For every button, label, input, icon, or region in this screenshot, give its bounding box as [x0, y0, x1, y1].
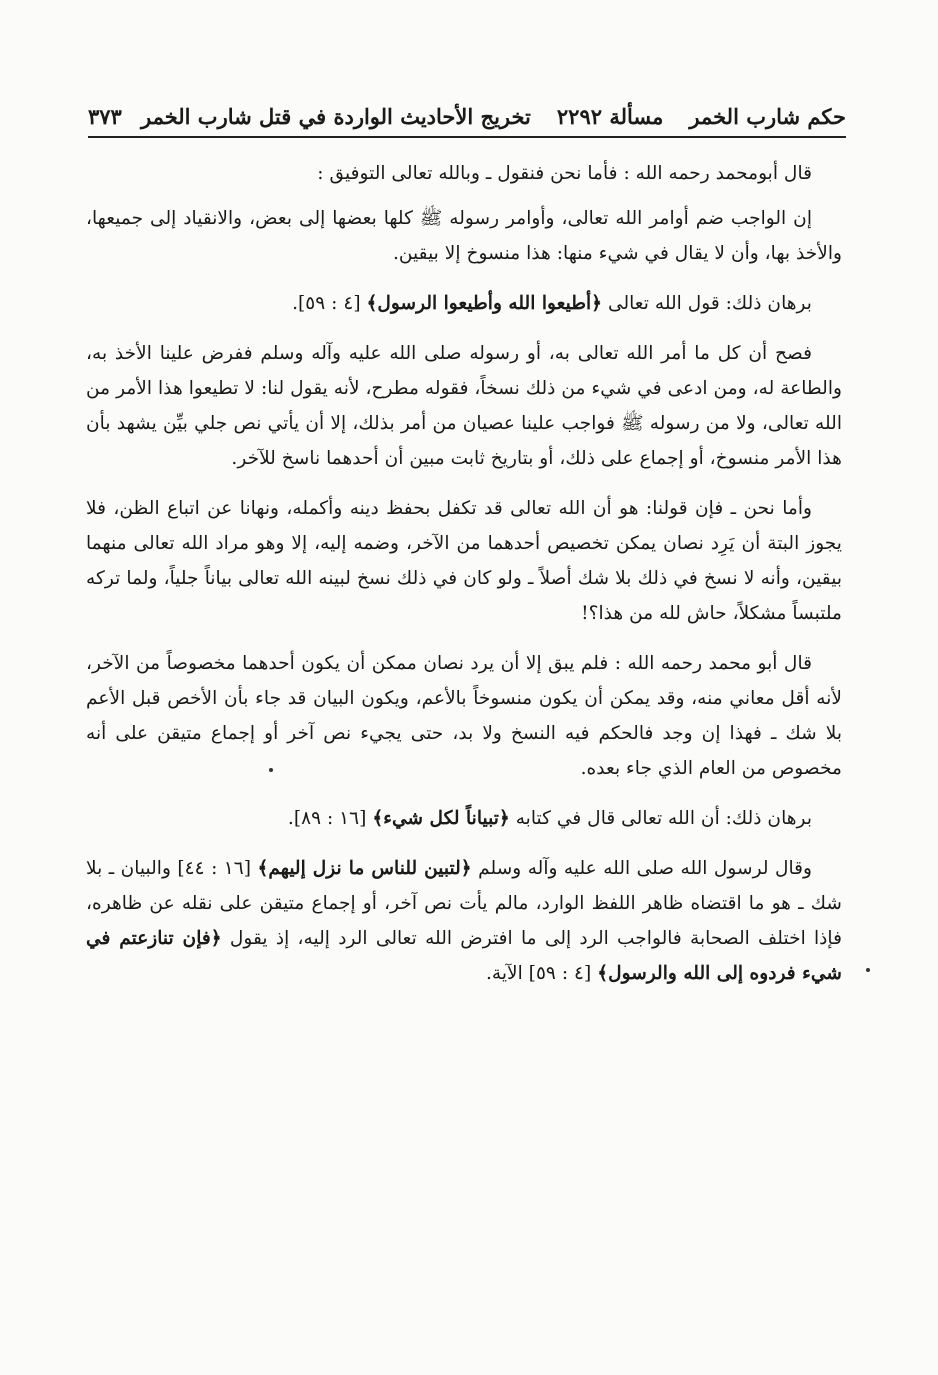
- paragraph-8: [86, 851, 842, 991]
- running-header: [88, 96, 846, 136]
- paragraph-7-intro: برهان ذلك: أن الله تعالى قال في كتابه: [509, 808, 812, 829]
- paragraph-5: وأما نحن ـ فإن قولنا: هو أن الله تعالى قد تكفل بحفظ دينه وأكمله، ونهانا عن اتباع الظن، فلا يجوز البتة أن يَرِد نصان يمكن تخصيص أحدهما من الآخر، وضمه إليه، إلا وهو مراد الله تعالى منهما بيقين، وأنه لا نسخ في ذلك بلا شك أصلاً ـ ولو كان في ذلك نسخ لبينه الله تعالى بياناً جلياً، ولما تركه ملتبساً مشكلاً، حاش لله من هذا؟!: [86, 498, 842, 624]
- header-chapter: تخريج الأحاديث الواردة في قتل شارب الخمر: [140, 103, 531, 129]
- quran-quote-4: ﴿فإن تنازعتم في شيء فردوه إلى الله والرسول﴾: [86, 928, 842, 984]
- citation-1: [٤ : ٥٩].: [292, 293, 367, 314]
- quran-quote-1: ﴿أطيعوا الله وأطيعوا الرسول﴾: [366, 293, 603, 314]
- quran-quote-2: ﴿تبياناً لكل شيء﴾: [372, 808, 510, 829]
- paragraph-7: [86, 801, 842, 836]
- paragraph-1: قال أبومحمد رحمه الله : فأما نحن فنقول ـ وبالله تعالى التوفيق :: [317, 163, 812, 184]
- paragraph-3: [86, 286, 842, 321]
- paragraph-6: قال أبو محمد رحمه الله : فلم يبق إلا أن يرد نصان ممكن أن يكون أحدهما مخصوصاً من الآخر، لأنه أقل معاني منه، وقد يمكن أن يكون منسوخاً بالأعم، ويكون البيان قد جاء بأن الأخص قبل الأعم بلا شك ـ فهذا إن وجد فالحكم فيه النسخ ولا بد، حتى يجيء نص آخر أو إجماع متيقن على أنه مخصوص من العام الذي جاء بعده.: [86, 653, 843, 779]
- header-rule: [88, 136, 846, 138]
- paragraph-8-body: [١٦ : ٤٤] والبيان ـ بلا شك ـ هو ما اقتضاه ظاهر اللفظ الوارد، مالم يأت نص آخر، أو إجماع متيقن على نقله عن ظاهره، فإذا اختلف الصحابة فالواجب الرد إلى ما افترض الله تعالى الرد إليه، إذ يقول: [86, 858, 842, 949]
- paragraph-3-intro: برهان ذلك: قول الله تعالى: [602, 293, 812, 314]
- citation-4: [٤ : ٥٩] الآية.: [485, 963, 598, 984]
- print-speck: [866, 968, 870, 972]
- print-speck: [269, 768, 273, 772]
- quran-quote-3: ﴿لتبين للناس ما نزل إليهم﴾: [257, 858, 472, 879]
- header-section: حكم شارب الخمر: [689, 103, 846, 129]
- header-issue: مسألة ٢٢٩٢: [556, 103, 664, 129]
- paragraph-2: إن الواجب ضم أوامر الله تعالى، وأوامر رسوله ﷺ كلها بعضها إلى بعض، والانقياد إلى جميعها، والأخذ بها، وأن لا يقال في شيء منها: هذا منسوخ إلا بيقين.: [86, 208, 842, 264]
- citation-2: [١٦ : ٨٩].: [287, 808, 373, 829]
- paragraph-8-intro: وقال لرسول الله صلى الله عليه وآله وسلم: [471, 858, 812, 879]
- page-number: ٣٧٣: [88, 103, 122, 129]
- main-text: [86, 156, 842, 1006]
- header-title: [141, 104, 846, 129]
- paragraph-4: فصح أن كل ما أمر الله تعالى به، أو رسوله صلى الله عليه وآله وسلم ففرض علينا الأخذ به، والطاعة له، ومن ادعى في شيء من ذلك نسخاً، فقوله مطرح، لأنه يقول لنا: لا تطيعوا هذا الأمر من الله تعالى، ولا من رسوله ﷺ فواجب علينا عصيان من أمر بذلك، إلا أن يأتي نص جلي بيِّن يشهد بأن هذا الأمر منسوخ، أو إجماع على ذلك، أو بتاريخ ثابت مبين أن أحدهما ناسخ للآخر.: [86, 343, 842, 469]
